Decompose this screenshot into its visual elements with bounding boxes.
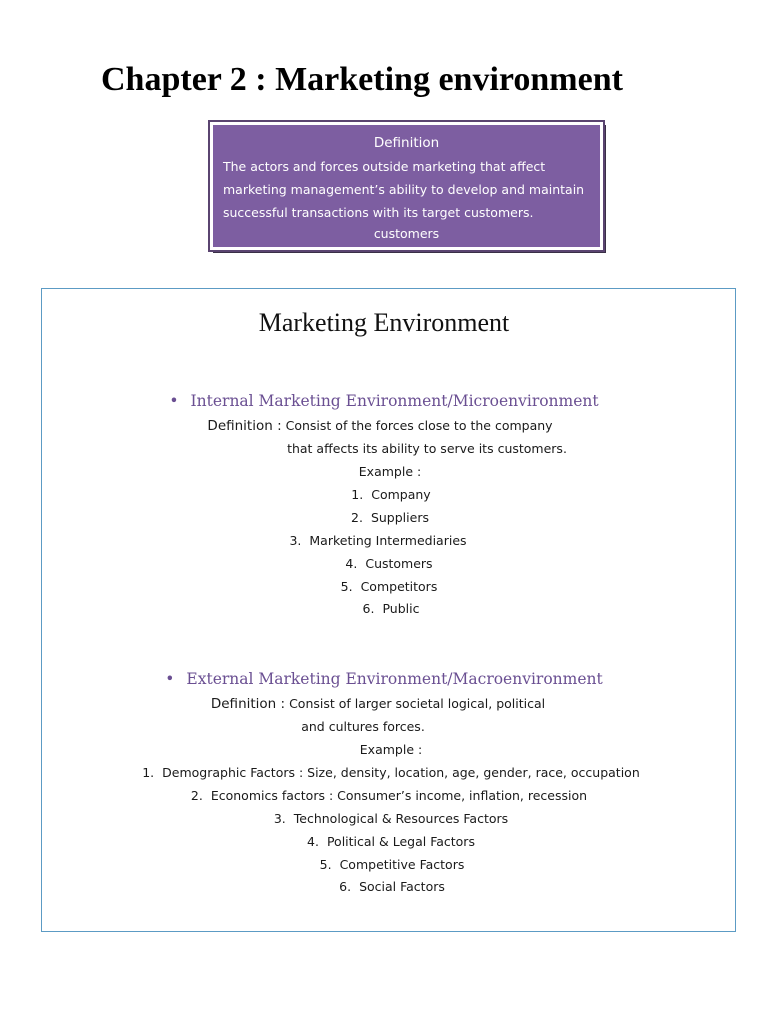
item-number: 3. — [289, 533, 302, 548]
internal-definition-line1: Consist of the forces close to the company — [285, 418, 553, 433]
external-heading-text: External Marketing Environment/Macroenvironment — [186, 670, 603, 688]
external-definition-line2: and cultures forces. — [301, 719, 425, 734]
item-text: Demographic Factors : Size, density, location, age, gender, race, occupation — [162, 765, 640, 780]
environment-title: Marketing Environment — [258, 308, 510, 337]
definition-line: The actors and forces outside marketing that affect — [223, 159, 546, 174]
item-text: Competitive Factors — [339, 857, 465, 872]
item-text: Social Factors — [359, 879, 445, 894]
external-definition-label: Definition : — [210, 696, 286, 712]
item-text: Political & Legal Factors — [326, 834, 475, 849]
external-list-item — [0, 856, 768, 874]
internal-list-item — [0, 555, 768, 573]
internal-list-item — [0, 532, 768, 550]
internal-section-heading — [0, 390, 768, 412]
item-text: Economics factors : Consumer’s income, inflation, recession — [210, 788, 588, 803]
item-text: Customers — [365, 556, 433, 571]
internal-list-item — [0, 486, 768, 504]
item-number: 1. — [142, 765, 155, 780]
internal-example-label: Example : — [358, 464, 422, 479]
external-list-item — [0, 764, 768, 782]
internal-definition-line2: that affects its ability to serve its customers. — [287, 441, 567, 456]
bullet-icon: • — [169, 392, 179, 410]
item-number: 5. — [319, 857, 332, 872]
internal-definition-label: Definition : — [207, 418, 282, 434]
item-number: 5. — [340, 579, 353, 594]
item-number: 1. — [351, 487, 364, 502]
item-text: Public — [382, 601, 420, 616]
item-text: Marketing Intermediaries — [309, 533, 467, 548]
definition-trailing-word: customers — [373, 226, 440, 241]
external-section-heading — [0, 668, 768, 690]
internal-definition-row — [0, 417, 768, 435]
external-definition-row — [0, 695, 768, 713]
bullet-icon: • — [165, 670, 175, 688]
item-number: 6. — [339, 879, 352, 894]
item-text: Company — [371, 487, 431, 502]
item-number: 2. — [190, 788, 203, 803]
item-number: 2. — [351, 510, 363, 525]
definition-line: marketing management’s ability to develop and maintain — [223, 182, 585, 197]
item-number: 3. — [273, 811, 286, 826]
definition-text — [223, 155, 592, 224]
external-example-label: Example : — [359, 742, 423, 757]
external-list-item — [0, 787, 768, 805]
internal-list-item — [0, 509, 768, 527]
internal-heading-text: Internal Marketing Environment/Microenvironment — [190, 392, 599, 410]
item-number: 6. — [362, 601, 375, 616]
item-number: 4. — [307, 834, 319, 849]
external-definition-line1: Consist of larger societal logical, political — [289, 696, 546, 711]
definition-heading: Definition — [373, 135, 440, 151]
definition-box — [210, 122, 603, 250]
internal-list-item — [0, 600, 768, 618]
internal-list-item — [0, 578, 768, 596]
external-list-item — [0, 878, 768, 896]
definition-line: successful transactions with its target customers. — [223, 205, 534, 220]
item-text: Technological & Resources Factors — [293, 811, 509, 826]
item-number: 4. — [345, 556, 358, 571]
chapter-title: Chapter 2 : Marketing environment — [101, 61, 623, 98]
item-text: Suppliers — [370, 510, 429, 525]
external-list-item — [0, 810, 768, 828]
external-list-item — [0, 833, 768, 851]
item-text: Competitors — [360, 579, 438, 594]
